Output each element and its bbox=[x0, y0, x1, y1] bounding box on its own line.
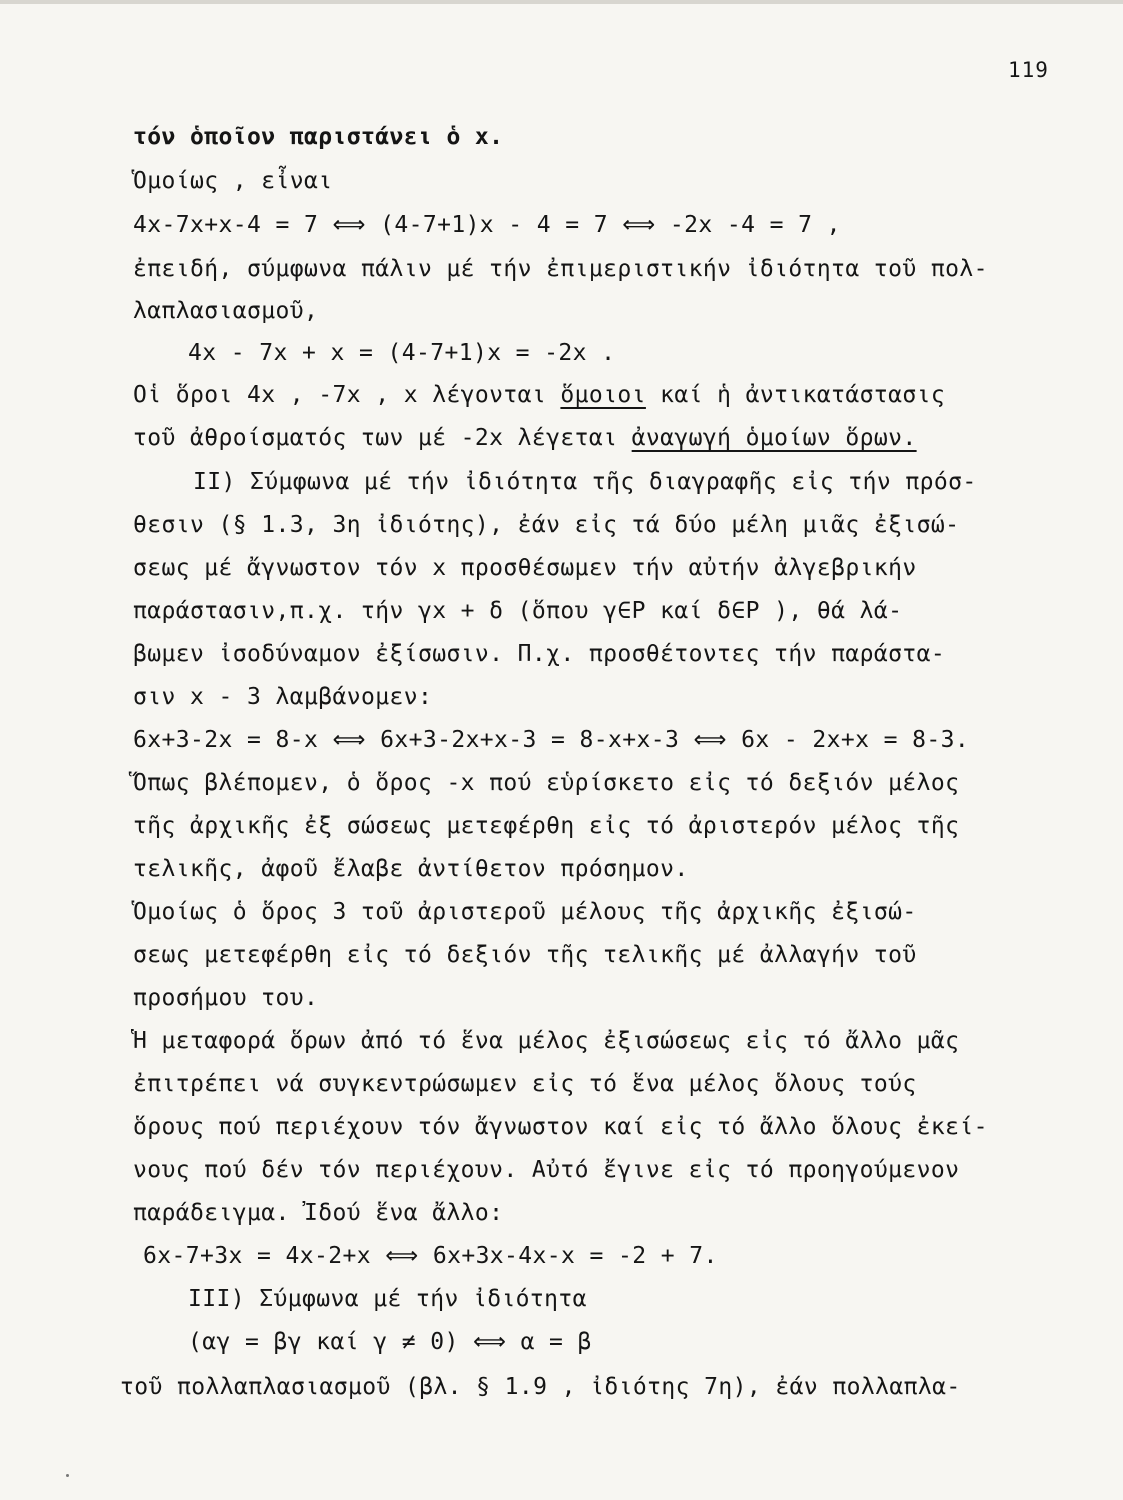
text-line: λαπλασιασμοῦ, bbox=[133, 298, 319, 324]
equation-line: 6x-7+3x = 4x-2+x ⟺ 6x+3x-4x-x = -2 + 7. bbox=[143, 1243, 718, 1269]
text-line: παράδειγμα. Ἰδού ἕνα ἄλλο: bbox=[133, 1200, 504, 1226]
text-segment: τοῦ ἀθροίσματός των μέ -2x λέγεται bbox=[133, 425, 618, 451]
text-line: σεως μετεφέρθη εἰς τό δεξιόν τῆς τελικῆς μέ ἀλλαγήν τοῦ bbox=[133, 942, 917, 968]
underlined-term: ὅμοιοι bbox=[560, 382, 646, 408]
text-segment: Οἱ ὅροι 4x , -7x , x λέγονται bbox=[133, 382, 547, 408]
text-line: Ὅπως βλέπομεν, ὁ ὅρος -x πού εὑρίσκετο εἰς τό δεξιόν μέλος bbox=[133, 770, 960, 796]
text-line bbox=[133, 425, 917, 451]
text-line: τόν ὁποῖον παριστάνει ὁ x. bbox=[133, 124, 504, 150]
scan-edge bbox=[0, 0, 1123, 4]
text-line: προσήμου του. bbox=[133, 985, 319, 1011]
text-line bbox=[133, 382, 945, 408]
equation-line: 4x-7x+x-4 = 7 ⟺ (4-7+1)x - 4 = 7 ⟺ -2x -4 = 7 , bbox=[133, 212, 841, 238]
text-line: τελικῆς, ἀφοῦ ἔλαβε ἀντίθετον πρόσημον. bbox=[133, 856, 689, 882]
text-line: τῆς ἀρχικῆς ἐξ σώσεως μετεφέρθη εἰς τό ἀριστερόν μέλος τῆς bbox=[133, 813, 960, 839]
text-line: ἐπιτρέπει νά συγκεντρώσωμεν εἰς τό ἕνα μέλος ὅλους τούς bbox=[133, 1071, 917, 1097]
equation-line: (αγ = βγ καί γ ≠ 0) ⟺ α = β bbox=[188, 1329, 592, 1355]
text-line: βωμεν ἰσοδύναμον ἐξίσωσιν. Π.χ. προσθέτοντες τήν παράστα- bbox=[133, 641, 946, 667]
text-line: Ἡ μεταφορά ὅρων ἀπό τό ἕνα μέλος ἐξισώσεως εἰς τό ἄλλο μᾶς bbox=[133, 1028, 960, 1054]
text-line: σεως μέ ἄγνωστον τόν x προσθέσωμεν τήν αὐτήν ἀλγεβρικήν bbox=[133, 555, 917, 581]
text-line: θεσιν (§ 1.3, 3η ἰδιότης), ἐάν εἰς τά δύο μέλη μιᾶς ἐξισώ- bbox=[133, 512, 960, 538]
text-line: Ὁμοίως , εἶναι bbox=[133, 168, 333, 194]
scan-speck bbox=[66, 1474, 69, 1477]
equation-line: 4x - 7x + x = (4-7+1)x = -2x . bbox=[188, 340, 616, 366]
underlined-term: ἀναγωγή ὁμοίων ὅρων. bbox=[631, 425, 917, 451]
text-line: III) Σύμφωνα μέ τήν ἰδιότητα bbox=[188, 1286, 587, 1312]
page-number: 119 bbox=[1008, 58, 1049, 82]
text-line: νους πού δέν τόν περιέχουν. Αὐτό ἔγινε εἰς τό προηγούμενον bbox=[133, 1157, 960, 1183]
text-line: ὅρους πού περιέχουν τόν ἄγνωστον καί εἰς τό ἄλλο ὅλους ἐκεί- bbox=[133, 1114, 988, 1140]
equation-line: 6x+3-2x = 8-x ⟺ 6x+3-2x+x-3 = 8-x+x-3 ⟺ 6x - 2x+x = 8-3. bbox=[133, 727, 970, 753]
text-segment: καί ἡ ἀντικατάστασις bbox=[660, 382, 946, 408]
text-line: II) Σύμφωνα μέ τήν ἰδιότητα τῆς διαγραφῆς εἰς τήν πρόσ- bbox=[193, 469, 977, 495]
text-line: σιν x - 3 λαμβάνομεν: bbox=[133, 684, 433, 710]
text-line: ἐπειδή, σύμφωνα πάλιν μέ τήν ἐπιμεριστικήν ἰδιότητα τοῦ πολ- bbox=[133, 256, 988, 282]
text-line: Ὁμοίως ὁ ὅρος 3 τοῦ ἀριστεροῦ μέλους τῆς ἀρχικῆς ἐξισώ- bbox=[133, 899, 917, 925]
text-line: παράστασιν,π.χ. τήν γx + δ (ὅπου γ∈Ρ καί δ∈Ρ ), θά λά- bbox=[133, 598, 903, 624]
text-line: τοῦ πολλαπλασιασμοῦ (βλ. § 1.9 , ἰδιότης 7η), ἐάν πολλαπλα- bbox=[120, 1374, 961, 1400]
